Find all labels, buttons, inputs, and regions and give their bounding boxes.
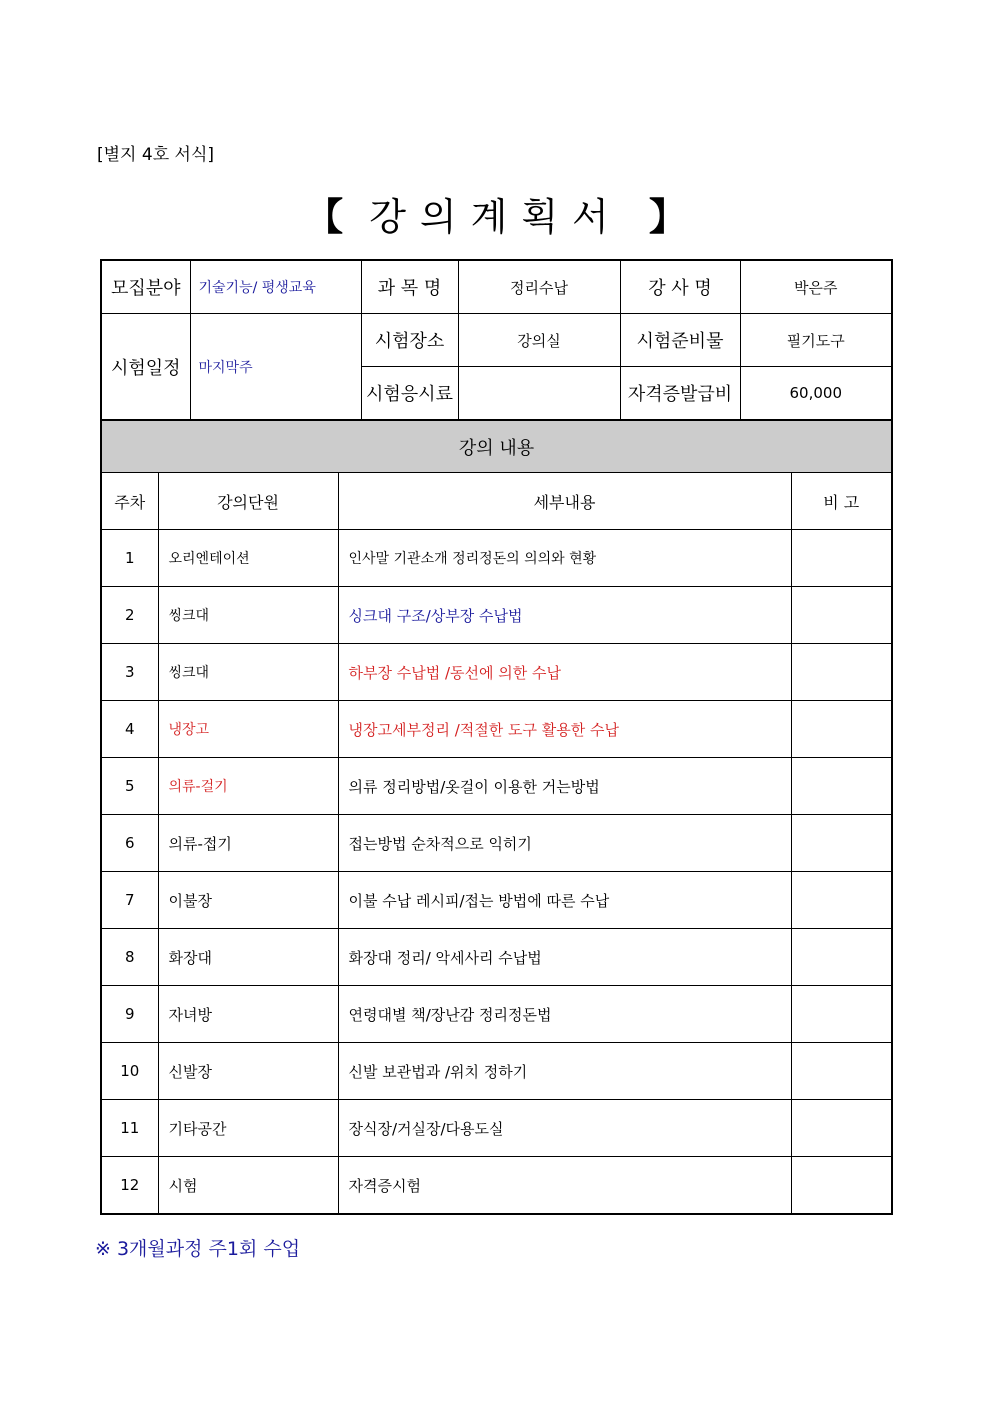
unit-cell: 씽크대 — [158, 587, 338, 644]
note-cell — [791, 986, 892, 1043]
supplies-value: 필기도구 — [740, 314, 892, 367]
detail-cell: 신발 보관법과 /위치 정하기 — [338, 1043, 791, 1100]
exam-fee-value — [458, 367, 620, 421]
table-row — [101, 1157, 892, 1215]
note-cell — [791, 815, 892, 872]
schedule-label: 시험일정 — [101, 314, 190, 421]
note-cell — [791, 1100, 892, 1157]
detail-cell: 하부장 수납법 /동선에 의한 수납 — [338, 644, 791, 701]
note-cell — [791, 758, 892, 815]
note-cell — [791, 644, 892, 701]
title-close-bracket: 】 — [648, 195, 687, 239]
week-cell: 8 — [101, 929, 158, 986]
table-row — [101, 1100, 892, 1157]
unit-cell: 의류-걸기 — [158, 758, 338, 815]
title-text: 강의계획서 — [369, 195, 623, 239]
table-row — [101, 530, 892, 587]
table-row — [101, 1043, 892, 1100]
note-cell — [791, 1157, 892, 1215]
cert-fee-label: 자격증발급비 — [620, 367, 740, 421]
note-cell — [791, 872, 892, 929]
note-cell — [791, 929, 892, 986]
note-cell — [791, 587, 892, 644]
week-cell: 12 — [101, 1157, 158, 1215]
detail-cell: 인사말 기관소개 정리정돈의 의의와 현황 — [338, 530, 791, 587]
week-cell: 4 — [101, 701, 158, 758]
table-row — [101, 587, 892, 644]
unit-cell: 신발장 — [158, 1043, 338, 1100]
unit-header: 강의단원 — [158, 473, 338, 530]
instructor-value: 박은주 — [740, 260, 892, 314]
week-cell: 3 — [101, 644, 158, 701]
detail-cell: 의류 정리방법/옷걸이 이용한 거는방법 — [338, 758, 791, 815]
form-label: [별지 4호 서식] — [97, 145, 214, 165]
unit-cell: 오리엔테이션 — [158, 530, 338, 587]
unit-cell: 이불장 — [158, 872, 338, 929]
footnote: ※ 3개월과정 주1회 수업 — [95, 1238, 301, 1260]
unit-cell: 화장대 — [158, 929, 338, 986]
supplies-label: 시험준비물 — [620, 314, 740, 367]
document-title — [0, 186, 992, 241]
detail-cell: 냉장고세부정리 /적절한 도구 활용한 수납 — [338, 701, 791, 758]
unit-cell: 시험 — [158, 1157, 338, 1215]
detail-cell: 싱크대 구조/상부장 수납법 — [338, 587, 791, 644]
detail-cell: 자격증시험 — [338, 1157, 791, 1215]
detail-cell: 접는방법 순차적으로 익히기 — [338, 815, 791, 872]
week-cell: 1 — [101, 530, 158, 587]
table-row — [101, 986, 892, 1043]
unit-cell: 기타공간 — [158, 1100, 338, 1157]
note-header: 비 고 — [791, 473, 892, 530]
week-cell: 7 — [101, 872, 158, 929]
table-row — [101, 872, 892, 929]
week-header: 주차 — [101, 473, 158, 530]
week-cell: 2 — [101, 587, 158, 644]
schedule-value: 마지막주 — [190, 314, 361, 421]
week-cell: 11 — [101, 1100, 158, 1157]
lecture-table — [100, 419, 893, 1215]
table-row — [101, 701, 892, 758]
detail-header: 세부내용 — [338, 473, 791, 530]
week-cell: 9 — [101, 986, 158, 1043]
detail-cell: 연령대별 책/장난감 정리정돈법 — [338, 986, 791, 1043]
field-value: 기술기능/ 평생교육 — [190, 260, 361, 314]
unit-cell: 냉장고 — [158, 701, 338, 758]
week-cell: 10 — [101, 1043, 158, 1100]
table-row — [101, 758, 892, 815]
subject-value: 정리수납 — [458, 260, 620, 314]
field-label: 모집분야 — [101, 260, 190, 314]
detail-cell: 장식장/거실장/다용도실 — [338, 1100, 791, 1157]
instructor-label: 강 사 명 — [620, 260, 740, 314]
unit-cell: 씽크대 — [158, 644, 338, 701]
week-cell: 5 — [101, 758, 158, 815]
venue-label: 시험장소 — [361, 314, 458, 367]
unit-cell: 자녀방 — [158, 986, 338, 1043]
detail-cell: 이불 수납 레시피/접는 방법에 따른 수납 — [338, 872, 791, 929]
unit-cell: 의류-접기 — [158, 815, 338, 872]
venue-value: 강의실 — [458, 314, 620, 367]
note-cell — [791, 1043, 892, 1100]
detail-cell: 화장대 정리/ 악세사리 수납법 — [338, 929, 791, 986]
title-open-bracket: 【 — [305, 195, 344, 239]
table-row — [101, 929, 892, 986]
table-row — [101, 815, 892, 872]
table-row — [101, 644, 892, 701]
note-cell — [791, 530, 892, 587]
exam-fee-label: 시험응시료 — [361, 367, 458, 421]
cert-fee-value: 60,000 — [740, 367, 892, 421]
week-cell: 6 — [101, 815, 158, 872]
note-cell — [791, 701, 892, 758]
info-table — [100, 259, 893, 421]
lecture-section-title: 강의 내용 — [101, 420, 892, 473]
subject-label: 과 목 명 — [361, 260, 458, 314]
